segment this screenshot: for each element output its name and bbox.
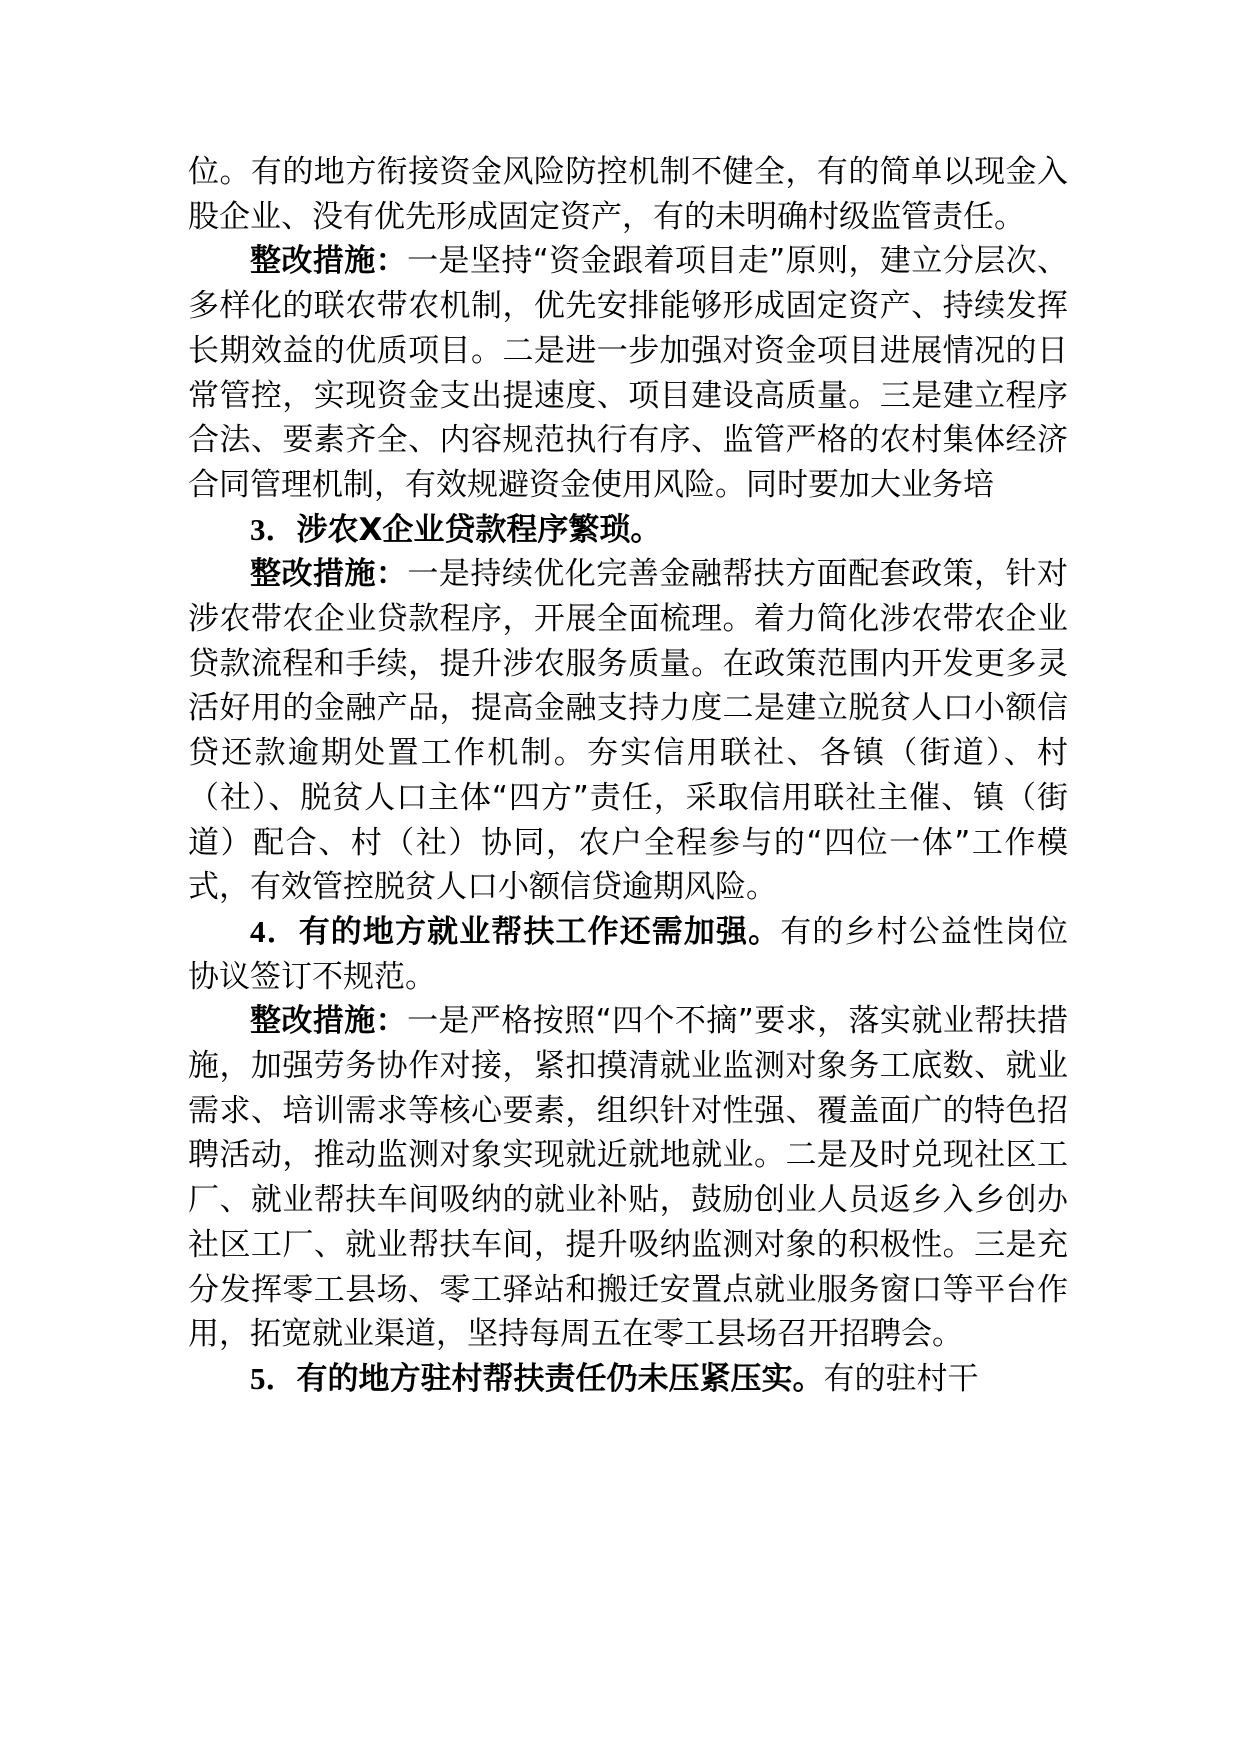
section-heading-3: [188, 508, 1068, 553]
section-heading-5: [188, 1357, 1068, 1402]
paragraph-text: 位。有的地方衔接资金风险防控机制不健全，有的简单以现金入股企业、没有优先形成固定资产，有的未明确村级监管责任。: [188, 154, 1068, 235]
rectification-measures-3: [188, 552, 1068, 910]
section-title: 涉农X企业贷款程序繁琐。: [296, 511, 662, 548]
section-number: 3．: [250, 511, 297, 547]
measures-label: 整改措施：: [250, 243, 408, 280]
section-title: 有的地方就业帮扶工作还需加强。: [298, 913, 781, 950]
section-number: 5．: [250, 1360, 297, 1396]
section-heading-4: [188, 910, 1068, 999]
rectification-measures-1: [188, 239, 1068, 507]
measures-label: 整改措施：: [250, 556, 408, 593]
measures-text: 一是坚持“资金跟着项目走”原则，建立分层次、多样化的联农带农机制，优先安排能够形成固定资产、持续发挥长期效益的优质项目。二是进一步加强对资金项目进展情况的日常管控，实现资金支出提速度、项目建设高质量。三是建立程序合法、要素齐全、内容规范执行有序、监管严格的农村集体经济合同管理机制，有效规避资金使用风险。同时要加大业务培: [188, 243, 1068, 503]
measures-text: 一是持续优化完善金融帮扶方面配套政策，针对涉农带农企业贷款程序，开展全面梳理。着力简化涉农带农企业贷款流程和手续，提升涉农服务质量。在政策范围内开发更多灵活好用的金融产品，提高金融支持力度二是建立脱贫人口小额信贷还款逾期处置工作机制。夯实信用联社、各镇（街道）、村（社）、脱贫人口主体“四方”责任，采取信用联社主催、镇（街道）配合、村（社）协同，农户全程参与的“四位一体”工作模式，有效管控脱贫人口小额信贷逾期风险。: [188, 556, 1069, 906]
measures-text: 一是严格按照“四个不摘”要求，落实就业帮扶措施，加强劳务协作对接，紧扣摸清就业监测对象务工底数、就业需求、培训需求等核心要素，组织针对性强、覆盖面广的特色招聘活动，推动监测对象实现就近就地就业。二是及时兑现社区工厂、就业帮扶车间吸纳的就业补贴，鼓励创业人员返乡入乡创办社区工厂、就业帮扶车间，提升吸纳监测对象的积极性。三是充分发挥零工县场、零工驿站和搬迁安置点就业服务窗口等平台作用，拓宽就业渠道，坚持每周五在零工县场召开招聘会。: [188, 1003, 1068, 1353]
section-number: 4．: [250, 913, 299, 949]
paragraph-continued: [188, 150, 1068, 239]
section-text: 有的乡村公益性岗位协议签订不规范。: [188, 913, 1069, 995]
rectification-measures-4: [188, 999, 1068, 1357]
document-page: [188, 150, 1068, 1402]
section-title: 有的地方驻村帮扶责任仍未压紧压实。: [296, 1360, 824, 1397]
measures-label: 整改措施：: [250, 1003, 408, 1040]
section-text: 有的驻村干: [823, 1360, 979, 1397]
